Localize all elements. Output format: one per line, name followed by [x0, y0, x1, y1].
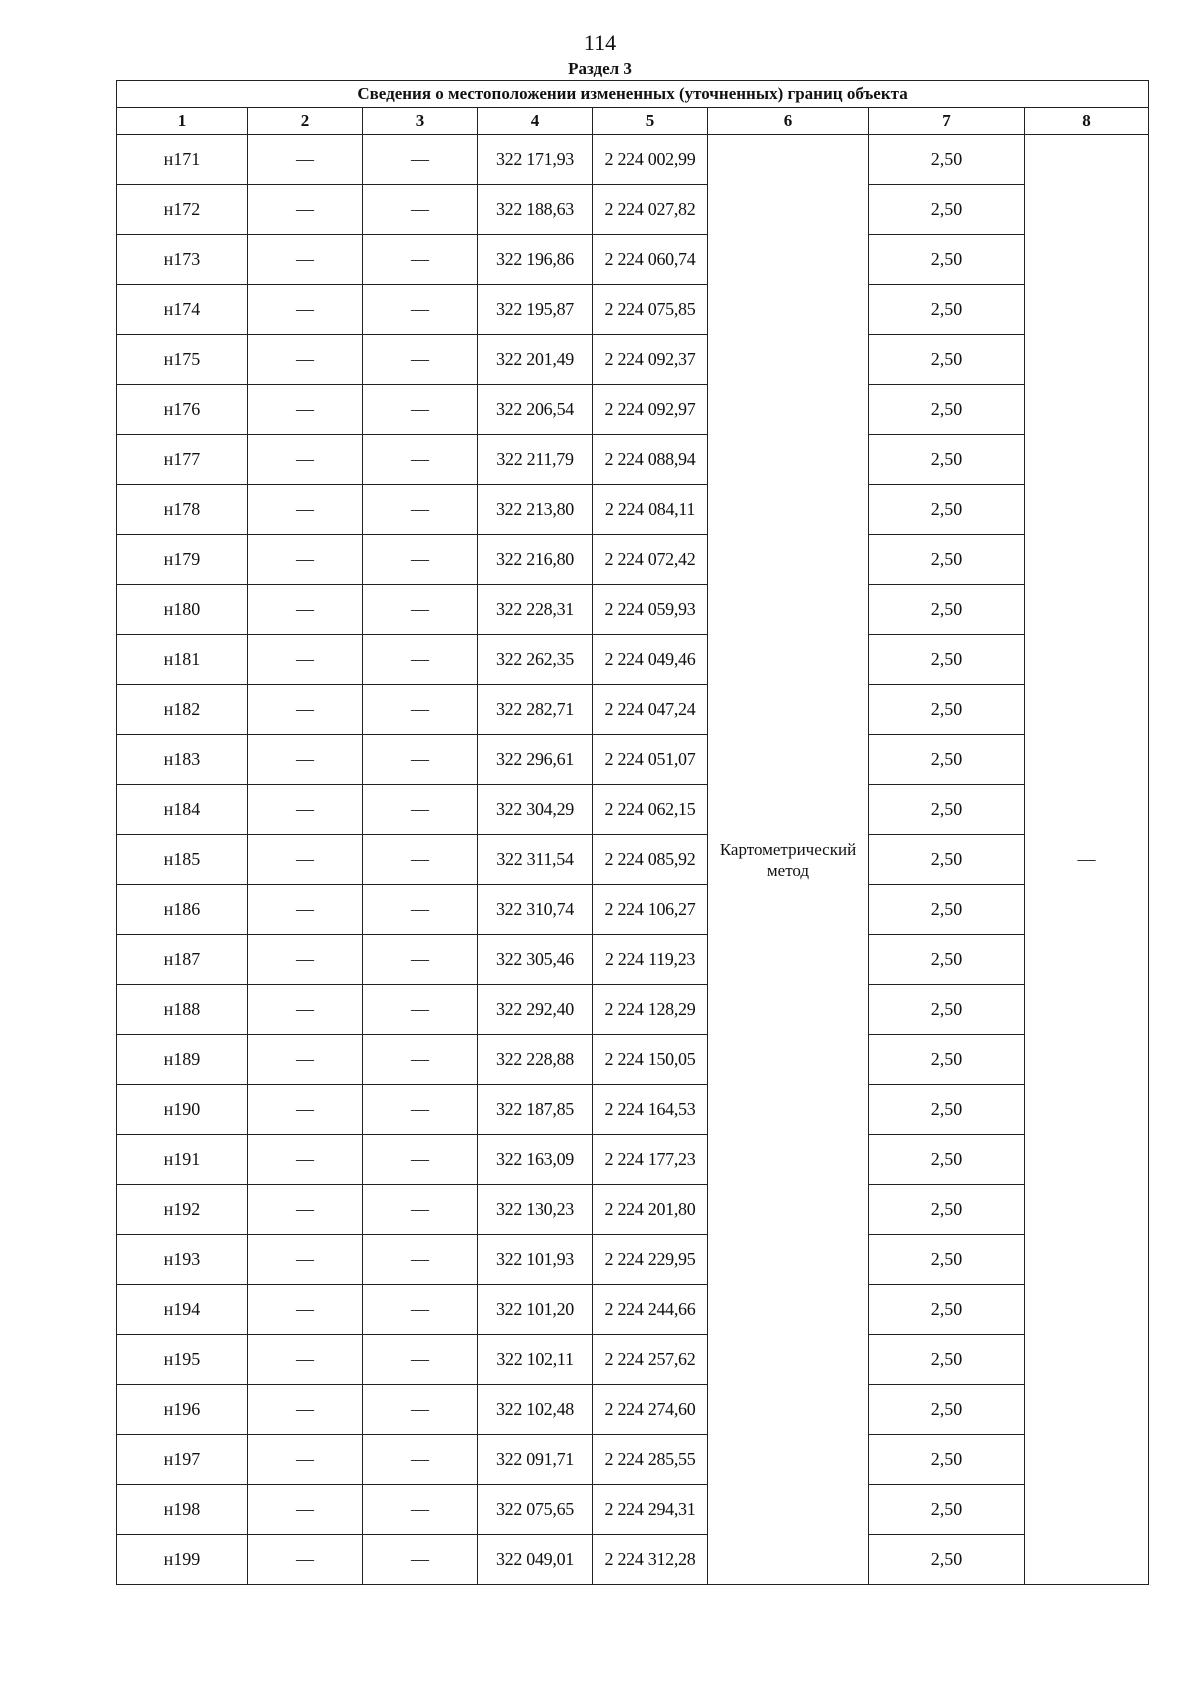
column-number: 6 — [708, 108, 869, 135]
point-number-cell: н198 — [117, 1485, 248, 1535]
point-number-cell: н177 — [117, 435, 248, 485]
x-coordinate-cell: 322 292,40 — [478, 985, 593, 1035]
column-3-cell: — — [363, 1385, 478, 1435]
column-3-cell: — — [363, 835, 478, 885]
column-2-cell: — — [248, 1185, 363, 1235]
column-2-cell: — — [248, 285, 363, 335]
table-row — [117, 1035, 1149, 1085]
accuracy-cell: 2,50 — [869, 1035, 1025, 1085]
accuracy-cell: 2,50 — [869, 1485, 1025, 1535]
x-coordinate-cell: 322 211,79 — [478, 435, 593, 485]
table-row — [117, 935, 1149, 985]
y-coordinate-cell: 2 224 150,05 — [593, 1035, 708, 1085]
column-3-cell: — — [363, 1285, 478, 1335]
column-3-cell: — — [363, 435, 478, 485]
y-coordinate-cell: 2 224 164,53 — [593, 1085, 708, 1135]
column-2-cell: — — [248, 1235, 363, 1285]
y-coordinate-cell: 2 224 312,28 — [593, 1535, 708, 1585]
y-coordinate-cell: 2 224 084,11 — [593, 485, 708, 535]
x-coordinate-cell: 322 196,86 — [478, 235, 593, 285]
column-3-cell: — — [363, 1235, 478, 1285]
y-coordinate-cell: 2 224 075,85 — [593, 285, 708, 335]
x-coordinate-cell: 322 262,35 — [478, 635, 593, 685]
column-3-cell: — — [363, 335, 478, 385]
table-row — [117, 1385, 1149, 1435]
x-coordinate-cell: 322 216,80 — [478, 535, 593, 585]
point-number-cell: н185 — [117, 835, 248, 885]
y-coordinate-cell: 2 224 047,24 — [593, 685, 708, 735]
column-2-cell: — — [248, 635, 363, 685]
x-coordinate-cell: 322 075,65 — [478, 1485, 593, 1535]
table-row — [117, 135, 1149, 185]
point-number-cell: н187 — [117, 935, 248, 985]
x-coordinate-cell: 322 188,63 — [478, 185, 593, 235]
column-2-cell: — — [248, 1535, 363, 1585]
y-coordinate-cell: 2 224 027,82 — [593, 185, 708, 235]
table-row — [117, 335, 1149, 385]
y-coordinate-cell: 2 224 072,42 — [593, 535, 708, 585]
y-coordinate-cell: 2 224 285,55 — [593, 1435, 708, 1485]
point-number-cell: н182 — [117, 685, 248, 735]
column-number-row — [117, 108, 1149, 135]
x-coordinate-cell: 322 195,87 — [478, 285, 593, 335]
table-row — [117, 685, 1149, 735]
column-3-cell: — — [363, 885, 478, 935]
point-number-cell: н179 — [117, 535, 248, 585]
y-coordinate-cell: 2 224 085,92 — [593, 835, 708, 885]
accuracy-cell: 2,50 — [869, 385, 1025, 435]
point-number-cell: н189 — [117, 1035, 248, 1085]
accuracy-cell: 2,50 — [869, 1435, 1025, 1485]
column-number: 3 — [363, 108, 478, 135]
point-number-cell: н181 — [117, 635, 248, 685]
point-number-cell: н171 — [117, 135, 248, 185]
y-coordinate-cell: 2 224 119,23 — [593, 935, 708, 985]
accuracy-cell: 2,50 — [869, 285, 1025, 335]
column-number: 5 — [593, 108, 708, 135]
table-row — [117, 1285, 1149, 1335]
table-row — [117, 1185, 1149, 1235]
accuracy-cell: 2,50 — [869, 135, 1025, 185]
table-row — [117, 1335, 1149, 1385]
column-2-cell: — — [248, 385, 363, 435]
y-coordinate-cell: 2 224 060,74 — [593, 235, 708, 285]
point-number-cell: н195 — [117, 1335, 248, 1385]
point-number-cell: н176 — [117, 385, 248, 435]
table-row — [117, 285, 1149, 335]
column-3-cell: — — [363, 985, 478, 1035]
column-3-cell: — — [363, 135, 478, 185]
point-number-cell: н183 — [117, 735, 248, 785]
y-coordinate-cell: 2 224 062,15 — [593, 785, 708, 835]
column-3-cell: — — [363, 535, 478, 585]
x-coordinate-cell: 322 201,49 — [478, 335, 593, 385]
accuracy-cell: 2,50 — [869, 1235, 1025, 1285]
table-row — [117, 235, 1149, 285]
x-coordinate-cell: 322 101,93 — [478, 1235, 593, 1285]
column-2-cell: — — [248, 1485, 363, 1535]
accuracy-cell: 2,50 — [869, 1085, 1025, 1135]
point-number-cell: н191 — [117, 1135, 248, 1185]
column-3-cell: — — [363, 785, 478, 835]
table-caption: Сведения о местоположении измененных (уточненных) границ объекта — [117, 81, 1149, 108]
y-coordinate-cell: 2 224 177,23 — [593, 1135, 708, 1185]
column-2-cell: — — [248, 585, 363, 635]
x-coordinate-cell: 322 296,61 — [478, 735, 593, 785]
point-number-cell: н172 — [117, 185, 248, 235]
column-2-cell: — — [248, 1035, 363, 1085]
y-coordinate-cell: 2 224 088,94 — [593, 435, 708, 485]
point-number-cell: н186 — [117, 885, 248, 935]
point-number-cell: н173 — [117, 235, 248, 285]
column-8-cell: — — [1025, 135, 1149, 1585]
column-2-cell: — — [248, 235, 363, 285]
accuracy-cell: 2,50 — [869, 1135, 1025, 1185]
point-number-cell: н184 — [117, 785, 248, 835]
accuracy-cell: 2,50 — [869, 1335, 1025, 1385]
column-3-cell: — — [363, 1185, 478, 1235]
table-row — [117, 185, 1149, 235]
column-3-cell: — — [363, 185, 478, 235]
column-3-cell: — — [363, 285, 478, 335]
point-number-cell: н197 — [117, 1435, 248, 1485]
point-number-cell: н174 — [117, 285, 248, 335]
column-2-cell: — — [248, 935, 363, 985]
point-number-cell: н180 — [117, 585, 248, 635]
table-row — [117, 785, 1149, 835]
accuracy-cell: 2,50 — [869, 235, 1025, 285]
table-row — [117, 835, 1149, 885]
table-row — [117, 1435, 1149, 1485]
column-2-cell: — — [248, 885, 363, 935]
accuracy-cell: 2,50 — [869, 835, 1025, 885]
x-coordinate-cell: 322 228,88 — [478, 1035, 593, 1085]
column-3-cell: — — [363, 1435, 478, 1485]
column-3-cell: — — [363, 485, 478, 535]
accuracy-cell: 2,50 — [869, 735, 1025, 785]
column-number: 7 — [869, 108, 1025, 135]
point-number-cell: н190 — [117, 1085, 248, 1135]
section-title: Раздел 3 — [568, 59, 632, 78]
y-coordinate-cell: 2 224 002,99 — [593, 135, 708, 185]
column-2-cell: — — [248, 185, 363, 235]
x-coordinate-cell: 322 091,71 — [478, 1435, 593, 1485]
accuracy-cell: 2,50 — [869, 585, 1025, 635]
accuracy-cell: 2,50 — [869, 185, 1025, 235]
accuracy-cell: 2,50 — [869, 785, 1025, 835]
y-coordinate-cell: 2 224 257,62 — [593, 1335, 708, 1385]
x-coordinate-cell: 322 304,29 — [478, 785, 593, 835]
x-coordinate-cell: 322 130,23 — [478, 1185, 593, 1235]
x-coordinate-cell: 322 049,01 — [478, 1535, 593, 1585]
column-2-cell: — — [248, 685, 363, 735]
column-2-cell: — — [248, 1285, 363, 1335]
column-2-cell: — — [248, 1135, 363, 1185]
column-3-cell: — — [363, 385, 478, 435]
table-row — [117, 1485, 1149, 1535]
y-coordinate-cell: 2 224 229,95 — [593, 1235, 708, 1285]
column-3-cell: — — [363, 735, 478, 785]
column-2-cell: — — [248, 985, 363, 1035]
column-2-cell: — — [248, 1335, 363, 1385]
column-2-cell: — — [248, 835, 363, 885]
column-number: 2 — [248, 108, 363, 135]
y-coordinate-cell: 2 224 049,46 — [593, 635, 708, 685]
table-row — [117, 535, 1149, 585]
column-2-cell: — — [248, 335, 363, 385]
column-3-cell: — — [363, 685, 478, 735]
accuracy-cell: 2,50 — [869, 485, 1025, 535]
column-2-cell: — — [248, 535, 363, 585]
x-coordinate-cell: 322 305,46 — [478, 935, 593, 985]
column-number: 1 — [117, 108, 248, 135]
y-coordinate-cell: 2 224 106,27 — [593, 885, 708, 935]
accuracy-cell: 2,50 — [869, 1385, 1025, 1435]
column-number: 4 — [478, 108, 593, 135]
accuracy-cell: 2,50 — [869, 985, 1025, 1035]
column-2-cell: — — [248, 135, 363, 185]
boundary-coordinates-table — [116, 80, 1149, 1585]
column-2-cell: — — [248, 785, 363, 835]
table-row — [117, 1235, 1149, 1285]
accuracy-cell: 2,50 — [869, 1185, 1025, 1235]
column-3-cell: — — [363, 1035, 478, 1085]
point-number-cell: н175 — [117, 335, 248, 385]
x-coordinate-cell: 322 311,54 — [478, 835, 593, 885]
column-2-cell: — — [248, 435, 363, 485]
column-3-cell: — — [363, 1535, 478, 1585]
x-coordinate-cell: 322 213,80 — [478, 485, 593, 535]
y-coordinate-cell: 2 224 244,66 — [593, 1285, 708, 1335]
accuracy-cell: 2,50 — [869, 535, 1025, 585]
table-row — [117, 885, 1149, 935]
column-3-cell: — — [363, 1335, 478, 1385]
point-number-cell: н196 — [117, 1385, 248, 1435]
column-3-cell: — — [363, 585, 478, 635]
column-3-cell: — — [363, 1085, 478, 1135]
x-coordinate-cell: 322 228,31 — [478, 585, 593, 635]
table-row — [117, 985, 1149, 1035]
accuracy-cell: 2,50 — [869, 435, 1025, 485]
table-row — [117, 585, 1149, 635]
table-row — [117, 635, 1149, 685]
x-coordinate-cell: 322 282,71 — [478, 685, 593, 735]
y-coordinate-cell: 2 224 128,29 — [593, 985, 708, 1035]
column-number: 8 — [1025, 108, 1149, 135]
accuracy-cell: 2,50 — [869, 935, 1025, 985]
column-3-cell: — — [363, 635, 478, 685]
x-coordinate-cell: 322 163,09 — [478, 1135, 593, 1185]
accuracy-cell: 2,50 — [869, 1535, 1025, 1585]
y-coordinate-cell: 2 224 294,31 — [593, 1485, 708, 1535]
table-row — [117, 1085, 1149, 1135]
table-row — [117, 485, 1149, 535]
accuracy-cell: 2,50 — [869, 335, 1025, 385]
column-3-cell: — — [363, 1485, 478, 1535]
table-row — [117, 1135, 1149, 1185]
column-2-cell: — — [248, 1385, 363, 1435]
method-cell: Картометрический метод — [708, 135, 869, 1585]
table-body — [117, 135, 1149, 1585]
page-number: 114 — [583, 30, 617, 55]
column-3-cell: — — [363, 235, 478, 285]
column-3-cell: — — [363, 1135, 478, 1185]
point-number-cell: н188 — [117, 985, 248, 1035]
point-number-cell: н193 — [117, 1235, 248, 1285]
y-coordinate-cell: 2 224 051,07 — [593, 735, 708, 785]
accuracy-cell: 2,50 — [869, 1285, 1025, 1335]
point-number-cell: н199 — [117, 1535, 248, 1585]
y-coordinate-cell: 2 224 274,60 — [593, 1385, 708, 1435]
x-coordinate-cell: 322 310,74 — [478, 885, 593, 935]
x-coordinate-cell: 322 102,11 — [478, 1335, 593, 1385]
table-row — [117, 385, 1149, 435]
column-3-cell: — — [363, 935, 478, 985]
column-2-cell: — — [248, 735, 363, 785]
table-row — [117, 735, 1149, 785]
x-coordinate-cell: 322 101,20 — [478, 1285, 593, 1335]
y-coordinate-cell: 2 224 092,97 — [593, 385, 708, 435]
accuracy-cell: 2,50 — [869, 635, 1025, 685]
accuracy-cell: 2,50 — [869, 885, 1025, 935]
point-number-cell: н194 — [117, 1285, 248, 1335]
point-number-cell: н178 — [117, 485, 248, 535]
column-2-cell: — — [248, 1085, 363, 1135]
point-number-cell: н192 — [117, 1185, 248, 1235]
x-coordinate-cell: 322 206,54 — [478, 385, 593, 435]
x-coordinate-cell: 322 171,93 — [478, 135, 593, 185]
y-coordinate-cell: 2 224 059,93 — [593, 585, 708, 635]
x-coordinate-cell: 322 187,85 — [478, 1085, 593, 1135]
column-2-cell: — — [248, 485, 363, 535]
table-row — [117, 435, 1149, 485]
column-2-cell: — — [248, 1435, 363, 1485]
y-coordinate-cell: 2 224 201,80 — [593, 1185, 708, 1235]
y-coordinate-cell: 2 224 092,37 — [593, 335, 708, 385]
accuracy-cell: 2,50 — [869, 685, 1025, 735]
table-row — [117, 1535, 1149, 1585]
x-coordinate-cell: 322 102,48 — [478, 1385, 593, 1435]
